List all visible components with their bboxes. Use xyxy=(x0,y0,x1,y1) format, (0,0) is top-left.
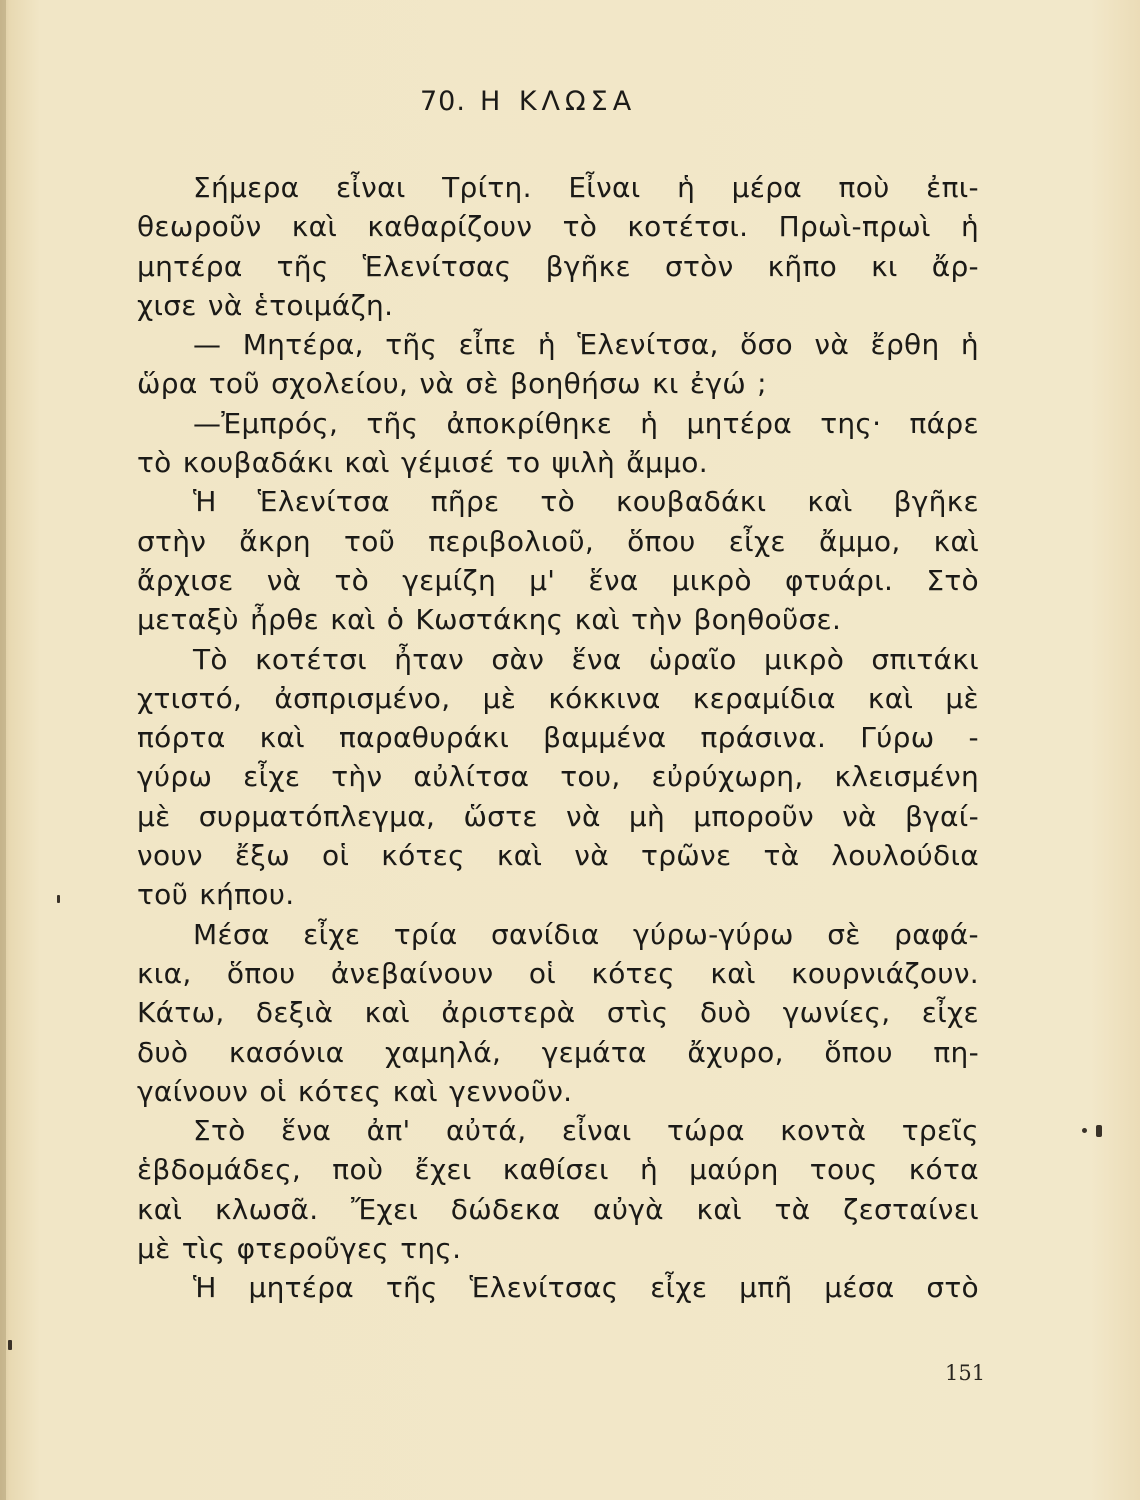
word: ἡ xyxy=(639,1153,658,1187)
text-line-content xyxy=(137,247,979,286)
word: μέρα xyxy=(731,171,803,204)
text-line xyxy=(137,1033,979,1072)
text-line-content xyxy=(193,915,979,954)
text-line xyxy=(137,600,979,639)
word: τοῦ xyxy=(344,524,396,558)
word: βγῆκε xyxy=(893,485,979,519)
word: κόκκινα xyxy=(548,681,661,715)
word: μπῆ xyxy=(739,1271,793,1305)
word: Ἡ xyxy=(193,1271,217,1305)
word: καὶ xyxy=(867,681,914,715)
word: πράσινα. xyxy=(700,721,827,755)
word: τὰ xyxy=(763,839,800,873)
word: ἀποκρίθηκε xyxy=(446,406,613,440)
text-line-content xyxy=(193,640,979,679)
word: κότα xyxy=(908,1153,979,1187)
word: τὴν xyxy=(331,760,383,794)
word: χτιστό, xyxy=(137,681,243,715)
word: Ἡ xyxy=(193,485,217,519)
word: μὲ xyxy=(137,799,171,833)
word: Μητέρα, xyxy=(242,328,364,362)
word: γεμίζη xyxy=(402,563,497,597)
word: κεραμίδια xyxy=(692,681,836,715)
word: Σήμερα xyxy=(193,171,300,204)
word: Πρωὶ-πρωὶ xyxy=(778,210,931,244)
word: ἔρθη xyxy=(870,328,940,362)
word: καθίσει xyxy=(502,1153,609,1187)
word: περιβολιοῦ, xyxy=(428,524,595,558)
word: Στὸ xyxy=(193,1114,246,1148)
word: αὐτά, xyxy=(446,1114,527,1148)
word: ἀσπρισμένο, xyxy=(274,681,451,715)
word: καὶ xyxy=(496,839,543,873)
word: οἱ xyxy=(528,956,557,990)
chapter-heading xyxy=(420,86,720,117)
text-line xyxy=(137,1190,979,1229)
word: τῆς xyxy=(366,406,419,440)
word: του, xyxy=(560,760,621,794)
word: νὰ xyxy=(266,563,302,597)
text-line-content xyxy=(137,679,979,718)
word: γωνίες, xyxy=(782,996,891,1030)
word: καὶ xyxy=(807,485,853,519)
word: ἕνα xyxy=(281,1114,332,1148)
text-line-content: τὸ κουβαδάκι καὶ γέμισέ το ψιλὴ ἄμμο. xyxy=(137,446,708,480)
word: ἡ xyxy=(537,328,556,362)
word: καὶ xyxy=(696,1192,742,1226)
word: καὶ xyxy=(933,524,979,558)
text-line-content xyxy=(193,1111,979,1150)
word: ὡραῖο xyxy=(648,642,737,676)
text-line-content xyxy=(193,325,979,364)
word: Ἑλενίτσας xyxy=(362,249,512,283)
text-line xyxy=(137,404,979,443)
word: — xyxy=(193,328,222,362)
text-line-content: γαίνουν οἱ κότες καὶ γεννοῦν. xyxy=(137,1074,573,1108)
text-line-content: μὲ τὶς φτεροῦγες της. xyxy=(137,1232,462,1266)
text-line xyxy=(137,1111,979,1150)
word: κουρνιάζουν. xyxy=(791,956,979,990)
word: στὴν xyxy=(137,524,207,558)
word: νὰ xyxy=(842,799,877,833)
text-line xyxy=(137,797,979,836)
word: ὅπου xyxy=(627,524,696,558)
text-line-content xyxy=(137,1150,979,1189)
text-line-content xyxy=(193,1268,979,1307)
word: στὸν xyxy=(664,249,734,283)
text-line xyxy=(137,757,979,796)
print-speck xyxy=(1096,1125,1102,1137)
word: μὲ xyxy=(945,681,979,715)
word: - xyxy=(968,721,979,755)
word: συρματόπλεγμα, xyxy=(198,799,436,833)
word: πάρε xyxy=(909,406,979,440)
word: δυὸ xyxy=(699,996,752,1030)
word: στὸ xyxy=(926,1271,979,1305)
binding-edge xyxy=(0,0,6,1500)
chapter-title: Η ΚΛΩΣΑ xyxy=(479,86,637,117)
word: εἶχε xyxy=(728,524,786,558)
text-line-content xyxy=(137,522,979,561)
text-line-content xyxy=(137,1190,979,1229)
word: ἄχυρο, xyxy=(687,1035,784,1069)
text-line-content xyxy=(137,954,979,993)
text-line-content: ὥρα τοῦ σχολείου, νὰ σὲ βοηθήσω κι ἐγώ ; xyxy=(137,367,767,401)
text-line-content xyxy=(193,404,979,443)
text-line-content xyxy=(137,718,979,757)
word: κοτέτσι xyxy=(255,642,367,676)
word: λουλούδια xyxy=(831,839,979,873)
word: τὸ xyxy=(540,485,576,519)
word: εὐρύχωρη, xyxy=(651,760,804,794)
word: Ἑλενίτσα xyxy=(257,485,390,519)
word: καὶ xyxy=(291,210,338,244)
word: Ἔχει xyxy=(351,1192,419,1226)
word: δυὸ xyxy=(137,1035,189,1069)
word: παραθυράκι xyxy=(339,721,510,755)
word: τῆς xyxy=(385,328,438,362)
word: ποὺ xyxy=(838,171,890,204)
word: ραφά- xyxy=(894,917,979,951)
text-line xyxy=(137,718,979,757)
page-number: 151 xyxy=(945,1361,986,1385)
word: αὐγὰ xyxy=(593,1192,664,1226)
word: τώρα xyxy=(666,1114,745,1148)
word: φτυάρι. xyxy=(784,563,894,597)
word: μέσα xyxy=(824,1271,895,1305)
word: ἐπι- xyxy=(926,171,979,204)
text-line xyxy=(137,482,979,521)
word: Γύρω xyxy=(860,721,935,755)
word: ἄρχισε xyxy=(137,563,234,597)
word: ἔξω xyxy=(234,839,290,873)
word: ἑβδομάδες, xyxy=(137,1153,302,1187)
text-line-content xyxy=(137,1033,979,1072)
body-text xyxy=(137,168,979,1308)
word: τρία xyxy=(393,917,458,951)
word: μὴ xyxy=(628,799,666,833)
text-line-content xyxy=(137,757,979,796)
word: ποὺ xyxy=(332,1153,384,1187)
word: μ' xyxy=(529,563,556,597)
text-line xyxy=(137,561,979,600)
word: μικρὸ xyxy=(671,563,752,597)
word: δώδεκα xyxy=(450,1192,561,1226)
word: τρῶνε xyxy=(641,839,732,873)
word: νὰ xyxy=(566,799,601,833)
word: οἱ xyxy=(322,839,350,873)
word: ὅσο xyxy=(740,328,793,362)
text-line xyxy=(137,207,979,246)
word: ἕνα xyxy=(571,642,622,676)
word: τὸ xyxy=(334,563,370,597)
word: εἶναι xyxy=(335,171,406,204)
word: γύρω xyxy=(137,760,213,794)
word: καὶ xyxy=(710,956,756,990)
word: ἄρ- xyxy=(931,249,979,283)
word: κλωσᾶ. xyxy=(214,1192,319,1226)
word: εἶχε xyxy=(243,760,301,794)
word: εἶχε xyxy=(303,917,361,951)
text-line xyxy=(137,247,979,286)
text-line-content: χισε νὰ ἑτοιμάζη. xyxy=(137,288,394,322)
word: Ἑλενίτσα, xyxy=(577,328,719,362)
word: ἡ xyxy=(640,406,659,440)
word: ἄμμο, xyxy=(818,524,901,558)
word: κοτέτσι. xyxy=(627,210,749,244)
word: τῆς xyxy=(276,249,329,283)
word: κουβαδάκι xyxy=(615,485,767,519)
word: σπιτάκι xyxy=(871,642,979,676)
word: χαμηλά, xyxy=(384,1035,502,1069)
word: μητέρα xyxy=(248,1271,355,1305)
word: ἡ xyxy=(960,210,979,244)
word: Εἶναι xyxy=(568,171,641,204)
text-line xyxy=(137,640,979,679)
text-line-content: μεταξὺ ἦρθε καὶ ὁ Κωστάκης καὶ τὴν βοηθοῦσε. xyxy=(137,603,842,637)
word: μποροῦν xyxy=(693,799,814,833)
word: μικρὸ xyxy=(763,642,845,676)
text-line xyxy=(137,325,979,364)
word: ἦταν xyxy=(394,642,465,676)
word: σὲ xyxy=(827,917,861,951)
text-line-content xyxy=(137,561,979,600)
word: κι xyxy=(871,249,898,283)
text-line xyxy=(137,836,979,875)
word: μητέρα xyxy=(137,249,243,283)
word: τὰ xyxy=(774,1192,811,1226)
word: κια, xyxy=(137,956,192,990)
word: εἶχε xyxy=(921,996,979,1030)
word: τους xyxy=(809,1153,878,1187)
word: Στὸ xyxy=(926,563,979,597)
text-line xyxy=(137,443,979,482)
word: καὶ xyxy=(137,1192,183,1226)
word: μητέρα xyxy=(686,406,793,440)
word: κοντὰ xyxy=(780,1114,867,1148)
text-line-content: τοῦ κήπου. xyxy=(137,878,295,912)
word: θεωροῦν xyxy=(137,210,262,244)
word: αὐλίτσα xyxy=(413,760,530,794)
text-line-content xyxy=(137,836,979,875)
text-line-content xyxy=(193,168,979,207)
word: τὸ xyxy=(562,210,598,244)
word: ἀριστερὰ xyxy=(441,996,576,1030)
word: ἀπ' xyxy=(366,1114,411,1148)
word: τρεῖς xyxy=(901,1114,979,1148)
word: Ἑλενίτσας xyxy=(469,1271,619,1305)
word: βγαί- xyxy=(905,799,979,833)
word: μαύρη xyxy=(689,1153,779,1187)
word: ἡ xyxy=(960,328,979,362)
print-speck xyxy=(1082,1128,1087,1133)
text-line xyxy=(137,993,979,1032)
print-speck xyxy=(57,895,60,903)
word: κῆπο xyxy=(767,249,838,283)
word: σὰν xyxy=(491,642,545,676)
text-line xyxy=(137,679,979,718)
word: εἶπε xyxy=(458,328,517,362)
word: στὶς xyxy=(606,996,669,1030)
word: νὰ xyxy=(814,328,850,362)
word: πόρτα xyxy=(137,721,226,755)
word: βαμμένα xyxy=(543,721,667,755)
word: ὥστε xyxy=(463,799,538,833)
text-line xyxy=(137,168,979,207)
word: νὰ xyxy=(574,839,609,873)
text-line xyxy=(137,915,979,954)
text-line xyxy=(137,522,979,561)
word: ἄκρη xyxy=(239,524,311,558)
word: γύρω-γύρω xyxy=(632,917,794,951)
text-line xyxy=(137,875,979,914)
word: δεξιὰ xyxy=(255,996,334,1030)
word: τῆς xyxy=(385,1271,438,1305)
word: εἶχε xyxy=(650,1271,708,1305)
word: καὶ xyxy=(364,996,410,1030)
word: ἕνα xyxy=(588,563,639,597)
word: γεμάτα xyxy=(541,1035,647,1069)
print-speck xyxy=(8,1340,12,1350)
word: μὲ xyxy=(482,681,517,715)
word: ἡ xyxy=(677,171,696,204)
word: καθαρίζουν xyxy=(367,210,533,244)
text-line xyxy=(137,1150,979,1189)
word: κασόνια xyxy=(228,1035,345,1069)
word: Κάτω, xyxy=(137,996,225,1030)
text-line xyxy=(137,954,979,993)
text-line xyxy=(137,364,979,403)
word: ὅπου xyxy=(226,956,296,990)
text-line-content xyxy=(137,207,979,246)
text-line xyxy=(137,1268,979,1307)
text-line xyxy=(137,1229,979,1268)
word: ὅπου xyxy=(824,1035,893,1069)
word: Τὸ xyxy=(193,642,228,676)
word: σανίδια xyxy=(491,917,600,951)
word: εἶναι xyxy=(561,1114,632,1148)
word: ἔχει xyxy=(414,1153,472,1187)
word: νουν xyxy=(137,839,203,873)
word: Τρίτη. xyxy=(442,171,532,204)
word: κότες xyxy=(591,956,676,990)
word: καὶ xyxy=(259,721,305,755)
word: βγῆκε xyxy=(545,249,631,283)
word: —Ἐμπρός, xyxy=(193,406,339,440)
word: της· xyxy=(820,406,882,440)
word: πῆρε xyxy=(430,485,500,519)
text-line-content xyxy=(193,482,979,521)
text-line xyxy=(137,1072,979,1111)
word: κλεισμένη xyxy=(834,760,979,794)
word: ἀνεβαίνουν xyxy=(330,956,494,990)
chapter-number: 70. xyxy=(420,86,466,117)
word: κότες xyxy=(381,839,465,873)
word: ζεσταίνει xyxy=(843,1192,979,1226)
word: πη- xyxy=(933,1035,979,1069)
text-line-content xyxy=(137,797,979,836)
word: Μέσα xyxy=(193,917,270,951)
text-line xyxy=(137,286,979,325)
text-line-content xyxy=(137,993,979,1032)
